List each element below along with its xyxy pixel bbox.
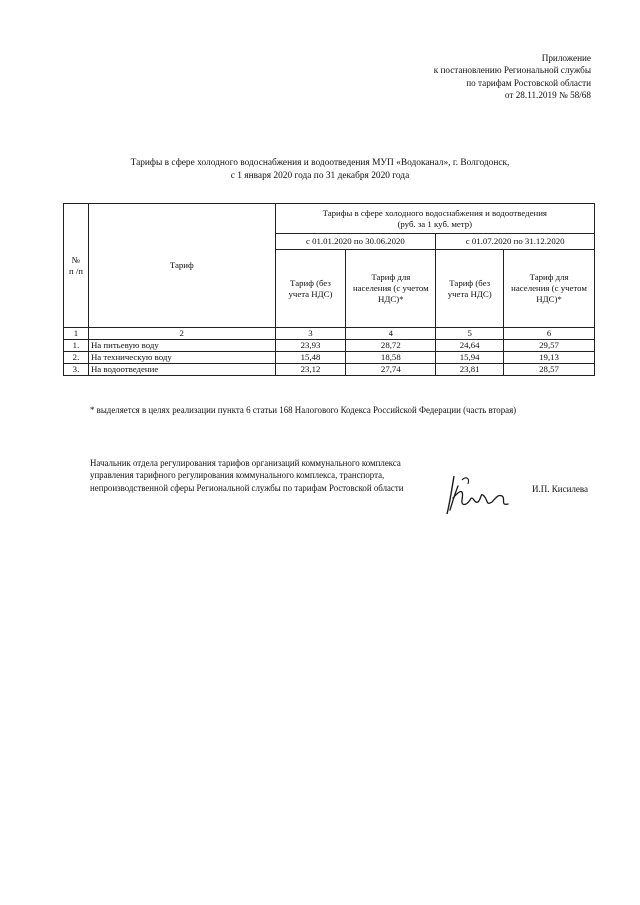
header-tariff-no-vat: Тариф (без учета НДС): [275, 250, 346, 328]
header-tariff: Тариф: [88, 204, 275, 328]
row-value: 29,57: [504, 340, 595, 352]
header-num: № п /п: [64, 204, 89, 328]
column-number: 5: [436, 328, 504, 340]
header-period-2: с 01.07.2020 по 31.12.2020: [436, 234, 595, 250]
header-period-1: с 01.01.2020 по 30.06.2020: [275, 234, 436, 250]
appendix-line: Приложение: [541, 53, 591, 63]
row-value: 18,58: [346, 352, 436, 364]
signature-block: [90, 457, 404, 494]
position-line: Начальник отдела регулирования тарифов организаций коммунального комплекса: [90, 458, 401, 468]
header-tariff-with-vat: Тариф для населения (с учетом НДС)*: [504, 250, 595, 328]
table-row: [64, 364, 595, 376]
column-numbers-row: [64, 328, 595, 340]
document-title: [60, 157, 580, 182]
column-number: 4: [346, 328, 436, 340]
title-line: с 1 января 2020 года по 31 декабря 2020 года: [230, 170, 410, 181]
footnote: * выделяется в целях реализации пункта 6 статьи 168 Налогового Кодекса Российской Федерации (часть вторая): [90, 405, 517, 415]
header-group: Тарифы в сфере холодного водоснабжения и водоотведения (руб. за 1 куб. метр): [275, 204, 594, 234]
row-value: 28,57: [504, 364, 595, 376]
signer-name: И.П. Кисилева: [532, 484, 588, 494]
appendix-date-number: от 28.11.2019 № 58/68: [504, 90, 591, 101]
header-tariff-with-vat: Тариф для населения (с учетом НДС)*: [346, 250, 436, 328]
tariff-table: [63, 203, 595, 376]
row-num: 1.: [64, 340, 89, 352]
position-line: непроизводственной сферы Региональной службы по тарифам Ростовской области: [90, 482, 404, 493]
appendix-header: [434, 52, 591, 102]
row-value: 27,74: [346, 364, 436, 376]
row-value: 28,72: [346, 340, 436, 352]
handwritten-signature: [440, 470, 520, 518]
row-value: 15,94: [436, 352, 504, 364]
row-value: 15,48: [275, 352, 346, 364]
position-line: управления тарифного регулирования коммунального комплекса, транспорта,: [90, 470, 385, 481]
table-row: [64, 352, 595, 364]
appendix-line: по тарифам Ростовской области: [466, 77, 591, 88]
appendix-line: к постановлению Региональной службы: [433, 65, 591, 76]
row-num: 2.: [64, 352, 89, 364]
row-value: 23,12: [275, 364, 346, 376]
column-number: 2: [88, 328, 275, 340]
column-number: 1: [64, 328, 89, 340]
row-value: 24,64: [436, 340, 504, 352]
header-tariff-no-vat: Тариф (без учета НДС): [436, 250, 504, 328]
row-name: На водоотведение: [88, 364, 275, 376]
title-line: Тарифы в сфере холодного водоснабжения и водоотведения МУП «Водоканал», г. Волгодонск,: [130, 158, 510, 168]
column-number: 6: [504, 328, 595, 340]
row-name: На техническую воду: [88, 352, 275, 364]
column-number: 3: [275, 328, 346, 340]
row-value: 19,13: [504, 352, 595, 364]
row-value: 23,81: [436, 364, 504, 376]
row-num: 3.: [64, 364, 89, 376]
row-value: 23,93: [275, 340, 346, 352]
row-name: На питьевую воду: [88, 340, 275, 352]
table-row: [64, 340, 595, 352]
